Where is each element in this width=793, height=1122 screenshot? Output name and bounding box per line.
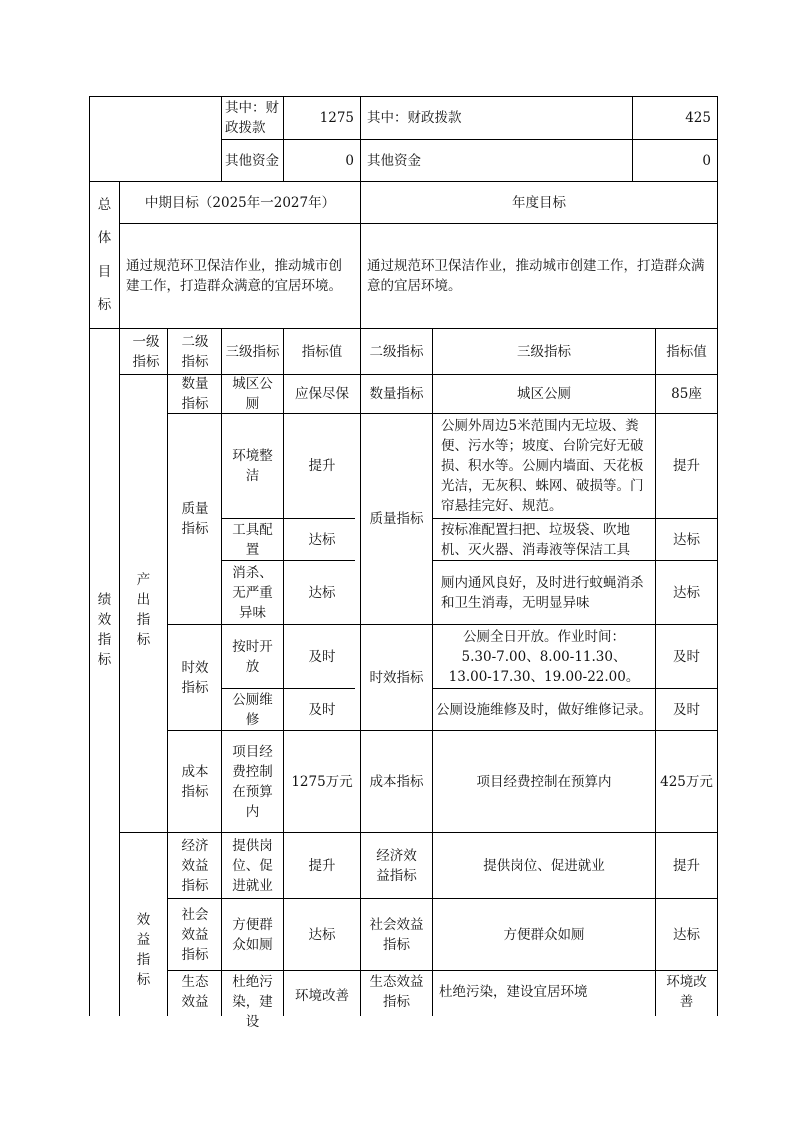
right-finance-value: 425	[685, 110, 711, 126]
cost-value: 1275万元	[291, 773, 353, 790]
output-indicator-label: 产 出 指 标	[136, 572, 151, 648]
social-l2: 社会效益指标	[181, 906, 209, 963]
social-right-l2: 社会效益指标	[369, 916, 424, 953]
header-value: 指标值	[301, 343, 343, 360]
right-other-label: 其他资金	[367, 152, 421, 169]
quality-row2-right-value: 达标	[673, 531, 700, 548]
timeliness-row2-value: 及时	[308, 701, 336, 718]
social-value: 达标	[308, 926, 336, 943]
quality-row3-l3: 消杀、无严重异味	[232, 564, 273, 621]
header-level2: 二级指标	[181, 333, 209, 370]
quality-row1-l3: 环境整洁	[232, 448, 273, 484]
annual-header: 年度目标	[512, 194, 566, 211]
quantity-right-l3: 城区公厕	[517, 386, 571, 402]
economic-right-value: 提升	[673, 857, 700, 874]
overall-target-label: 总 体 目 标	[97, 196, 112, 314]
header-level1: 一级指标	[132, 333, 160, 370]
timeliness-row1-value: 及时	[308, 648, 336, 665]
quality-row1-right-value: 提升	[673, 458, 700, 474]
header-right-value: 指标值	[666, 343, 707, 360]
cost-l3: 项目经费控制在预算内	[232, 743, 273, 820]
cost-right-l2: 成本指标	[369, 773, 424, 790]
quantity-right-l2: 数量指标	[369, 386, 424, 402]
timeliness-row2-right-l3: 公厕设施维修及时，做好维修记录。	[436, 701, 652, 718]
quality-row3-value: 达标	[308, 584, 336, 601]
header-level3: 三级指标	[225, 343, 280, 360]
timeliness-l2: 时效指标	[181, 659, 209, 696]
right-other-value: 0	[702, 152, 711, 169]
performance-indicator-label: 绩 效 指 标	[97, 592, 112, 668]
ecological-l3: 杜绝污染，建设	[232, 974, 273, 1030]
economic-right-l2: 经济效益指标	[376, 847, 417, 884]
benefit-indicator-label: 效 益 指 标	[136, 912, 151, 988]
economic-value: 提升	[308, 857, 336, 874]
economic-right-l3: 提供岗位、促进就业	[483, 857, 605, 874]
ecological-value: 环境改善	[295, 988, 349, 1004]
social-right-l3: 方便群众如厕	[503, 926, 585, 943]
cost-right-l3: 项目经费控制在预算内	[476, 773, 612, 790]
cost-l2: 成本指标	[181, 763, 209, 800]
annual-text: 通过规范环卫保洁作业，推动城市创建工作，打造群众满意的宜居环境。	[367, 258, 705, 294]
quality-row2-l3: 工具配置	[232, 521, 273, 558]
timeliness-row1-right-value: 及时	[673, 648, 700, 665]
quality-row2-right-l3: 按标准配置扫把、垃圾袋、吹地机、灭火器、消毒液等保洁工具	[441, 521, 630, 558]
timeliness-row2-right-value: 及时	[673, 701, 700, 718]
timeliness-row1-l3: 按时开放	[232, 638, 273, 675]
quality-row3-right-l3: 厕内通风良好，及时进行蚊蝇消杀和卫生消毒，无明显异味	[441, 574, 644, 611]
quantity-l2: 数量指标	[181, 376, 209, 412]
quality-row3-right-value: 达标	[673, 584, 700, 601]
quantity-right-value: 85座	[671, 386, 702, 402]
quantity-value: 应保尽保	[295, 386, 349, 402]
quality-row1-value: 提升	[308, 458, 336, 474]
ecological-l2: 生态效益	[181, 974, 209, 1010]
quality-row2-value: 达标	[308, 531, 336, 548]
left-finance-value: 1275	[319, 110, 354, 126]
timeliness-row1-right-l3: 公厕全日开放。作业时间： 5.30-7.00、8.00-11.30、 13.00-17.30、19.00-22.00。	[448, 628, 640, 685]
timeliness-right-l2: 时效指标	[369, 669, 424, 686]
social-right-value: 达标	[673, 926, 700, 943]
ecological-right-l3: 杜绝污染，建设宜居环境	[439, 984, 588, 1000]
mid-term-text: 通过规范环卫保洁作业，推动城市创建工作，打造群众满意的宜居环境。	[126, 258, 342, 294]
quality-l2: 质量指标	[181, 501, 209, 537]
mid-term-header: 中期目标（2025年一2027年）	[144, 194, 336, 211]
header-right-level3: 三级指标	[517, 343, 571, 360]
left-other-value: 0	[345, 152, 354, 169]
right-finance-label: 其中：财政拨款	[367, 110, 462, 126]
left-finance-label: 其中：财政拨款	[225, 100, 279, 136]
quality-row1-right-l3: 公厕外周边5米范围内无垃圾、粪便、污水等；坡度、台阶完好无破损、积水等。公厕内墙面、天花板光洁，无灰积、蛛网、破损等。门帘悬挂完好、规范。	[441, 418, 644, 514]
left-other-label: 其他资金	[225, 152, 279, 169]
header-right-level2: 二级指标	[369, 343, 424, 360]
ecological-right-value: 环境改善	[666, 974, 707, 1010]
social-l3: 方便群众如厕	[232, 916, 273, 953]
economic-l2: 经济效益指标	[181, 837, 209, 894]
cost-right-value: 425万元	[660, 773, 713, 790]
quality-right-l2: 质量指标	[369, 511, 424, 527]
ecological-right-l2: 生态效益指标	[369, 974, 424, 1010]
economic-l3: 提供岗位、促进就业	[232, 837, 273, 894]
timeliness-row2-l3: 公厕维修	[232, 691, 273, 728]
quantity-l3: 城区公厕	[232, 376, 273, 412]
